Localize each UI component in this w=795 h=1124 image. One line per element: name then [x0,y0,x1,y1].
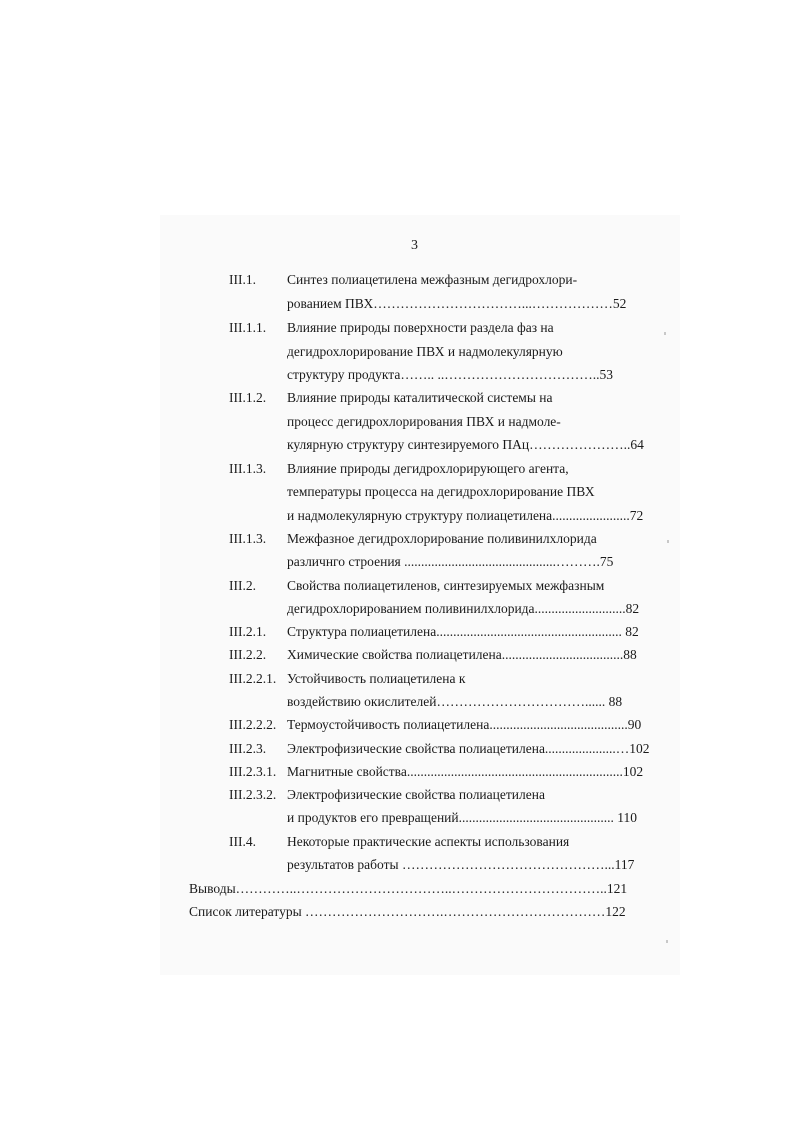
toc-entry-line: различнго строения .............................................……….75 [287,554,614,569]
toc-number: III.2.3.2. [229,787,277,802]
toc-entry-line: и надмолекулярную структуру полиацетилена.......................72 [287,508,644,523]
toc-number: III.1.1. [229,320,267,335]
toc-number: III.1.2. [229,390,267,405]
toc-entry-line: Межфазное дегидрохлорирование поливинилхлорида [287,531,597,546]
toc-entry-line: Влияние природы каталитической системы на [287,390,553,405]
toc-entry-line: кулярную структуру синтезируемого ПАц…………………..64 [287,437,644,452]
toc-entry-line: Некоторые практические аспекты использования [287,834,570,849]
toc-number: III.2.3.1. [229,764,277,779]
toc-entry-line: Термоустойчивость полиацетилена.........................................90 [287,717,642,732]
toc-entry-line: Устойчивость полиацетилена к [287,671,466,686]
toc-entry-line: Структура полиацетилена....................................................... 82 [287,624,639,639]
toc-number: III.1.3. [229,461,267,476]
toc-entry-line: температуры процесса на дегидрохлорирование ПВХ [287,484,595,499]
toc-number: III.2.2. [229,647,267,662]
toc-number: III.1. [229,272,256,287]
toc-entry-line: Электрофизические свойства полиацетилена [287,787,545,802]
toc-entry-line: Электрофизические свойства полиацетилена.....................…102 [287,741,650,756]
toc-entry-line: рованием ПВХ……………………………...………………52 [287,296,627,311]
toc-entry-line: Свойства полиацетиленов, синтезируемых межфазным [287,578,605,593]
toc-entry-line: дегидрохлорирование ПВХ и надмолекулярную [287,344,563,359]
toc-number: III.4. [229,834,256,849]
toc-entry-line: Синтез полиацетилена межфазным дегидрохлори- [287,272,578,287]
toc-number: III.2.1. [229,624,267,639]
toc-entry-line: Влияние природы поверхности раздела фаз на [287,320,554,335]
toc-number: III.2. [229,578,256,593]
toc-references: Список литературы ………………………….………………………………122 [189,904,626,919]
toc-number: III.2.3. [229,741,267,756]
toc-entry-line: Химические свойства полиацетилена....................................88 [287,647,637,662]
toc-entry-line: структуру продукта…….. ..……………………………..53 [287,367,613,382]
toc-number: III.1.3. [229,531,267,546]
scan-speck [667,540,669,543]
toc-entry-line: процесс дегидрохлорирования ПВХ и надмоле- [287,414,561,429]
toc-entry-line: дегидрохлорированием поливинилхлорида...........................82 [287,601,640,616]
scan-speck [664,332,666,335]
toc-number: III.2.2.1. [229,671,277,686]
page-number: 3 [411,238,418,253]
toc-entry-line: Влияние природы дегидрохлорирующего агента, [287,461,569,476]
toc-entry-line: воздействию окислителей……………………………...... 88 [287,694,623,709]
toc-entry-line: результатов работы ………………………………………...117 [287,857,635,872]
scan-speck [666,940,668,943]
toc-number: III.2.2.2. [229,717,277,732]
toc-entry-line: Магнитные свойства................................................................102 [287,764,644,779]
toc-conclusions: Выводы…………..……………………………..……………………………..121 [189,881,628,896]
toc-entry-line: и продуктов его превращений.............................................. 110 [287,810,637,825]
